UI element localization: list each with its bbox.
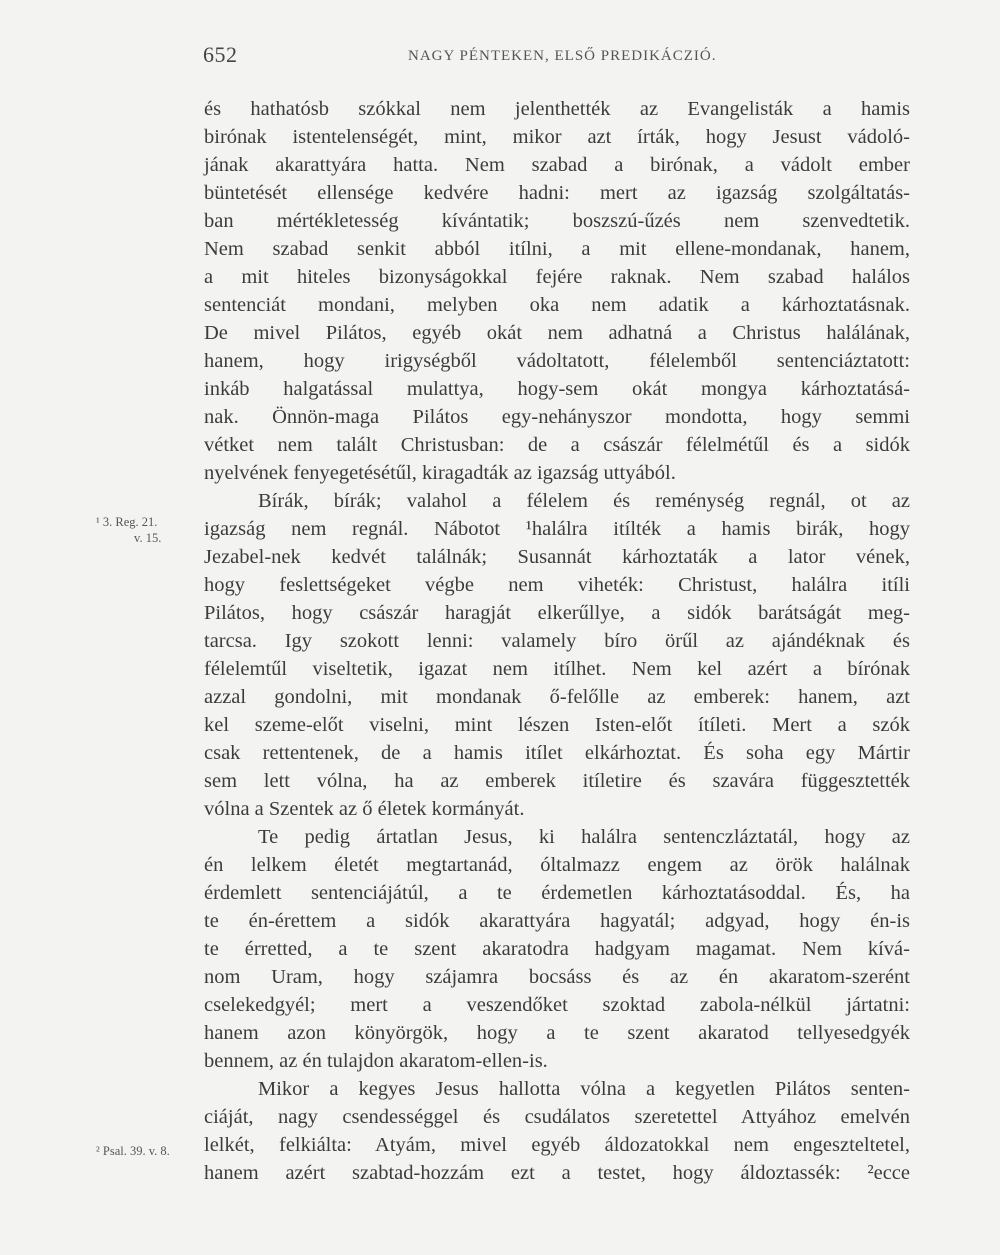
text-line: De mivel Pilátos, egyéb okát nem adhatná a Christus halálának,: [204, 322, 910, 344]
text-line: azzal gondolni, mit mondanak ő-felőlle az emberek: hanem, azt: [204, 686, 910, 708]
text-line: Pilátos, hogy császár haragját elkerűllye, a sidók barátságát meg-: [204, 602, 910, 624]
text-line: sem lett vólna, ha az emberek itíletire és szavára függesztették: [204, 770, 910, 792]
text-line: bennem, az én tulajdon akaratom-ellen-is.: [204, 1050, 548, 1072]
text-line: én lelkem életét megtartanád, óltalmazz engem az örök halálnak: [204, 854, 910, 876]
text-line: cselekedgyél; mert a veszendőket szoktad zabola-nélkül jártatni:: [204, 994, 910, 1016]
text-line: hanem azért szabtad-hozzám ezt a testet, hogy áldoztassék: ²ecce: [204, 1162, 910, 1184]
text-line: nom Uram, hogy szájamra bocsáss és az én akaratom-szerént: [204, 966, 910, 988]
text-line: lelkét, felkiálta: Atyám, mivel egyéb áldozatokkal nem engeszteltetel,: [204, 1134, 910, 1156]
paragraph-start-line: Te pedig ártatlan Jesus, ki halálra sentenczláztatál, hogy az: [258, 826, 910, 848]
paragraph-start-line: Mikor a kegyes Jesus hallotta vólna a kegyetlen Pilátos senten-: [258, 1078, 910, 1100]
text-line: igazság nem regnál. Nábotot ¹halálra itílték a hamis birák, hogy: [204, 518, 910, 540]
text-line: a mit hiteles bizonyságokkal fejére raknak. Nem szabad halálos: [204, 266, 910, 288]
text-line: inkáb halgatással mulattya, hogy-sem okát mongya kárhoztatásá-: [204, 378, 910, 400]
paragraph-start-line: Bírák, bírák; valahol a félelem és reménység regnál, ot az: [258, 490, 910, 512]
page-number: 652: [203, 42, 238, 67]
text-line: hanem azon könyörgök, hogy a te szent akaratod tellyesedgyék: [204, 1022, 910, 1044]
text-line: birónak istentelenségét, mint, mikor azt írták, hogy Jesust vádoló-: [204, 126, 910, 148]
text-line: nyelvének fenyegetésétűl, kiragadták az igazság uttyából.: [204, 462, 676, 484]
text-line: vétket nem talált Christusban: de a császár félelmétűl és a sidók: [204, 434, 910, 456]
margin-note-3-reg: ¹ 3. Reg. 21.: [96, 515, 158, 529]
margin-note-verse: v. 15.: [134, 531, 162, 545]
text-line: hanem, hogy irigységből vádoltatott, félelemből sentenciáztatott:: [204, 350, 910, 372]
text-line: érdemlett sentenciájátúl, a te érdemetlen kárhoztatásoddal. És, ha: [204, 882, 910, 904]
text-line: és hathatósb szókkal nem jelenthették az Evangelisták a hamis: [204, 98, 910, 120]
text-line: csak rettentenek, de a hamis itílet elkárhoztat. És soha egy Mártir: [204, 742, 910, 764]
text-line: ban mértékletesség kívántatik; boszszú-űzés nem szenvedtetik.: [204, 210, 910, 232]
text-line: Nem szabad senkit abból itílni, a mit ellene-mondanak, hanem,: [204, 238, 910, 260]
text-line: büntetését ellensége kedvére hadni: mert az igazság szolgáltatás-: [204, 182, 910, 204]
margin-note-psalm: ² Psal. 39. v. 8.: [96, 1144, 170, 1158]
text-line: nak. Önnön-maga Pilátos egy-nehányszor mondotta, hogy semmi: [204, 406, 910, 428]
text-line: sentenciát mondani, melyben oka nem adatik a kárhoztatásnak.: [204, 294, 910, 316]
text-line: kel szeme-előt viselni, mint lészen Isten-előt ítíleti. Mert a szók: [204, 714, 910, 736]
running-head: NAGY PÉNTEKEN, ELSŐ PREDIKÁCZIÓ.: [408, 48, 717, 64]
text-line: jának akarattyára hatta. Nem szabad a birónak, a vádolt ember: [204, 154, 910, 176]
text-line: hogy feslettségeket végbe nem viheték: Christust, halálra itíli: [204, 574, 910, 596]
text-line: Jezabel-nek kedvét találnák; Susannát kárhoztaták a lator vének,: [204, 546, 910, 568]
text-line: te én-érettem a sidók akarattyára hagyatál; adgyad, hogy én-is: [204, 910, 910, 932]
text-line: ciáját, nagy csendességgel és csudálatos szeretettel Attyához emelvén: [204, 1106, 910, 1128]
text-line: te érretted, a te szent akaratodra hadgyam magamat. Nem kívá-: [204, 938, 910, 960]
text-line: félelemtűl viseltetik, igazat nem itílhet. Nem kel azért a bírónak: [204, 658, 910, 680]
text-line: tarcsa. Igy szokott lenni: valamely bíro örűl az ajándéknak és: [204, 630, 910, 652]
text-line: vólna a Szentek az ő életek kormányát.: [204, 798, 525, 820]
